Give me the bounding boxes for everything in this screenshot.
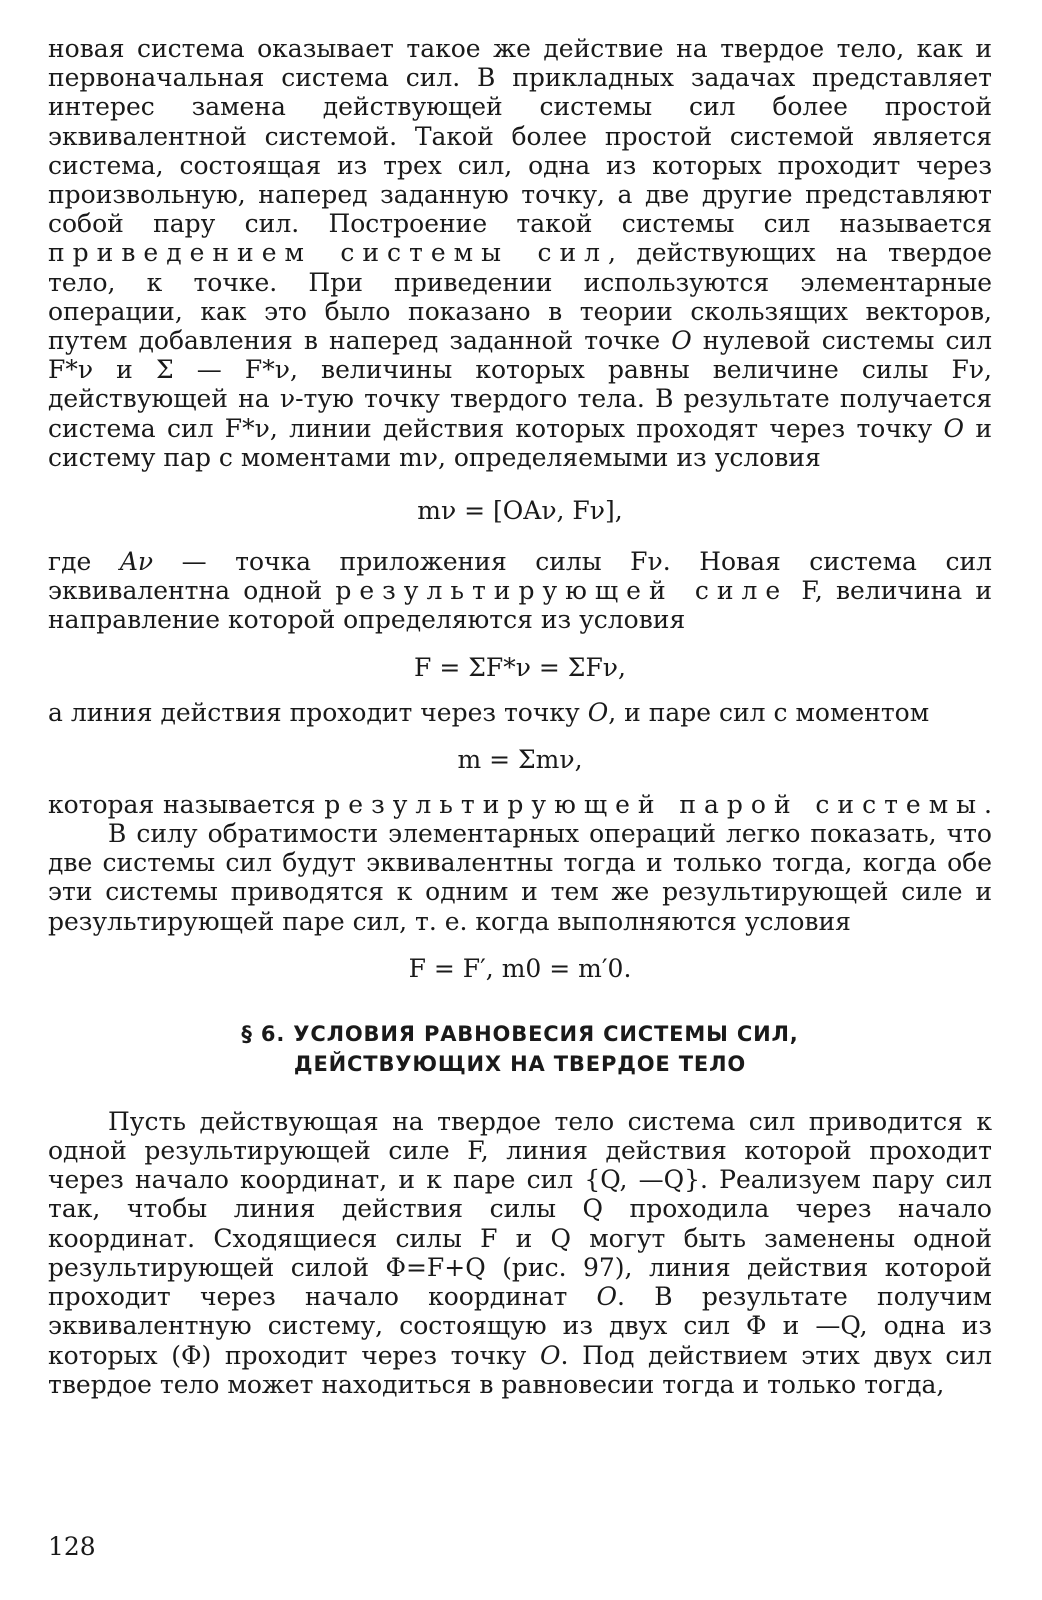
section-heading-line: ДЕЙСТВУЮЩИХ НА ТВЕРДОЕ ТЕЛО <box>293 1051 747 1076</box>
formula-equivalence-conditions: F = F′, m0 = m′0. <box>408 953 632 983</box>
text-run: F, величина и направление которой определяются из условия <box>48 576 993 635</box>
text-run: , и паре сил с моментом <box>608 697 930 727</box>
text-run: . <box>984 789 992 819</box>
page-number: 128 <box>48 1532 96 1561</box>
text-run: и систему пар с моментами mν, определяемыми из условия <box>48 413 992 472</box>
emphasized-term: результирующей парой системы <box>324 789 985 819</box>
paragraph-equilibrium <box>48 1107 992 1399</box>
point-symbol: Aν <box>119 547 154 577</box>
text-run: нулевой системы сил F*ν и Σ — F*ν, величины которых равны величине силы Fν, действующей на ν-тую точку твердого тела. В результате получается система сил F*ν, линии действия которых проходят через точку <box>48 326 992 443</box>
emphasized-term: приведением системы сил <box>48 238 608 268</box>
point-symbol: O <box>671 326 692 356</box>
paragraph-resultant-pair <box>48 790 992 819</box>
point-symbol: O <box>596 1282 618 1312</box>
paragraph-equivalence: В силу обратимости элементарных операций легко показать, что две системы сил будут эквивалентны тогда и только тогда, когда обе эти системы приводятся к одним и тем же результирующей силе и результирующей паре сил, т. е. когда выполняются условия <box>48 819 992 936</box>
point-symbol: O <box>943 413 965 443</box>
text-run: . Под действием этих двух сил твердое тело может находиться в равновесии тогда и только тогда, <box>48 1340 992 1399</box>
text-run: . В результате получим эквивалентную систему, состоящую из двух сил Φ и —Q, одна из которых (Φ) проходит через точку <box>48 1282 992 1370</box>
text-run: где <box>48 547 120 577</box>
point-symbol: O <box>540 1340 561 1370</box>
formula-resultant-moment: m = Σmν, <box>457 744 583 774</box>
paragraph-reduction <box>48 34 992 472</box>
text-run: новая система оказывает такое же действие на твердое тело, как и первоначальная система сил. В прикладных задачах представляет интерес замена действующей системы сил более простой эквивалентной системой. Такой более простой системой является система, состоящая из трех сил, одна из которых проходит через произвольную, наперед заданную точку, а две другие представляют собой пару сил. Построение такой системы сил называется <box>48 34 992 239</box>
formula-moment: mν = [OAν, Fν], <box>417 496 623 526</box>
text-run: — точка приложения силы Fν. Новая система сил эквивалентна одной <box>48 547 993 606</box>
emphasized-term: результирующей силе <box>335 576 789 606</box>
point-symbol: O <box>587 697 609 727</box>
text-run: которая называется <box>48 789 325 819</box>
section-heading <box>48 1019 992 1079</box>
formula-resultant-force: F = ΣF*ν = ΣFν, <box>414 652 626 682</box>
text-run: а линия действия проходит через точку <box>48 697 588 727</box>
text-run: , действующих на твердое тело, к точке. При приведении используются элементарные операции, как это было показано в теории скользящих векторов, путем добавления в наперед заданной точке <box>48 238 992 356</box>
section-heading-line: § 6. УСЛОВИЯ РАВНОВЕСИЯ СИСТЕМЫ СИЛ, <box>241 1021 799 1046</box>
text-run: Пусть действующая на твердое тело система сил приводится к одной результирующей силе F, линия действия которой проходит через начало координат, и к паре сил {Q, —Q}. Реализуем пару сил так, чтобы линия действия силы Q проходила через начало координат. Сходящиеся силы F и Q могут быть заменены одной результирующей силой Φ=F+Q (рис. 97), линия действия которой проходит через начало координат <box>48 1106 992 1312</box>
paragraph-resultant-force <box>48 547 992 635</box>
paragraph-line-of-action <box>48 698 992 727</box>
